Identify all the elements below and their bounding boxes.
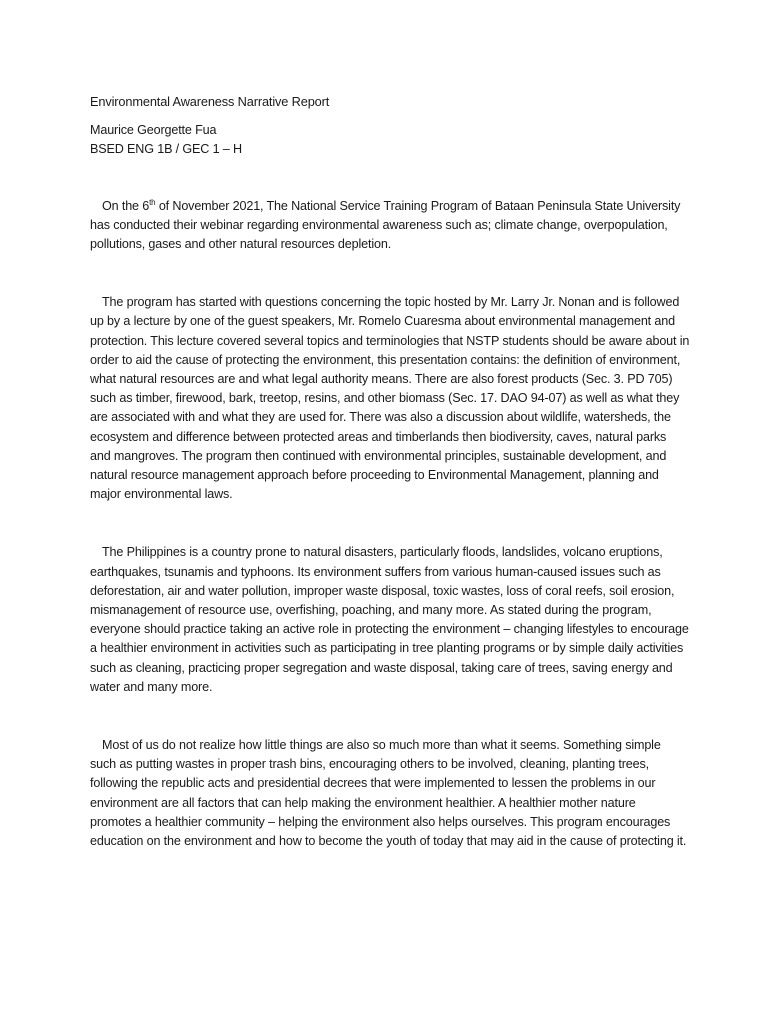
- document-meta: [90, 121, 690, 159]
- paragraph-1-start: On the 6: [102, 198, 150, 213]
- paragraph-3: The Philippines is a country prone to natural disasters, particularly floods, landslides, volcano eruptions, earthquakes, tsunamis and typhoons. Its environment suffers from various human-caused issues such as deforestation, air and water pollution, improper waste disposal, toxic wastes, loss of coral reefs, soil erosion, mismanagement of resource use, overfishing, poaching, and many more. As stated during the program, everyone should practice taking an active role in protecting the environment – changing lifestyles to encourage a healthier environment in activities such as participating in tree planting programs or by simple daily activities such as cleaning, practicing proper segregation and waste disposal, taking care of trees, saving energy and water and many more.: [90, 545, 689, 694]
- document-page: [90, 92, 690, 851]
- course-section: BSED ENG 1B / GEC 1 – H: [90, 142, 242, 157]
- paragraph-1-rest: of November 2021, The National Service Training Program of Bataan Peninsula State University has conducted their webinar regarding environmental awareness such as; climate change, overpopulation, pollutions, gases and other natural resources depletion.: [90, 198, 681, 252]
- ordinal-suffix: th: [149, 197, 156, 207]
- author-name: Maurice Georgette Fua: [90, 123, 217, 138]
- paragraph-4: Most of us do not realize how little things are also so much more than what it seems. Something simple such as putting wastes in proper trash bins, encouraging others to be involved, cleaning, planting trees, following the republic acts and presidential decrees that were implemented to lessen the problems in our environment are all factors that can help making the environment healthier. A healthier mother nature promotes a healthier community – helping the environment also helps ourselves. This program encourages education on the environment and how to become the youth of today that may aid in the cause of protecting it.: [90, 738, 687, 849]
- document-title: Environmental Awareness Narrative Report: [90, 94, 330, 109]
- paragraph-1: [90, 197, 690, 255]
- paragraph-2: The program has started with questions concerning the topic hosted by Mr. Larry Jr. Nonan and is followed up by a lecture by one of the guest speakers, Mr. Romelo Cuaresma about environmental management and protection. This lecture covered several topics and terminologies that NSTP students should be aware about in order to aid the cause of protecting the environment, this presentation contains: the definition of environment, what natural resources are and what legal authority means. There are also forest products (Sec. 3. PD 705) such as timber, firewood, bark, treetop, resins, and other biomass (Sec. 17. DAO 94-07) as well as what they are associated with and what they are used for. There was also a discussion about wildlife, watersheds, the ecosystem and difference between protected areas and timberlands then biodiversity, caves, natural parks and mangroves. The program then continued with environmental principles, sustainable development, and natural resource management approach before proceeding to Environmental Management, planning and major environmental laws.: [90, 295, 690, 502]
